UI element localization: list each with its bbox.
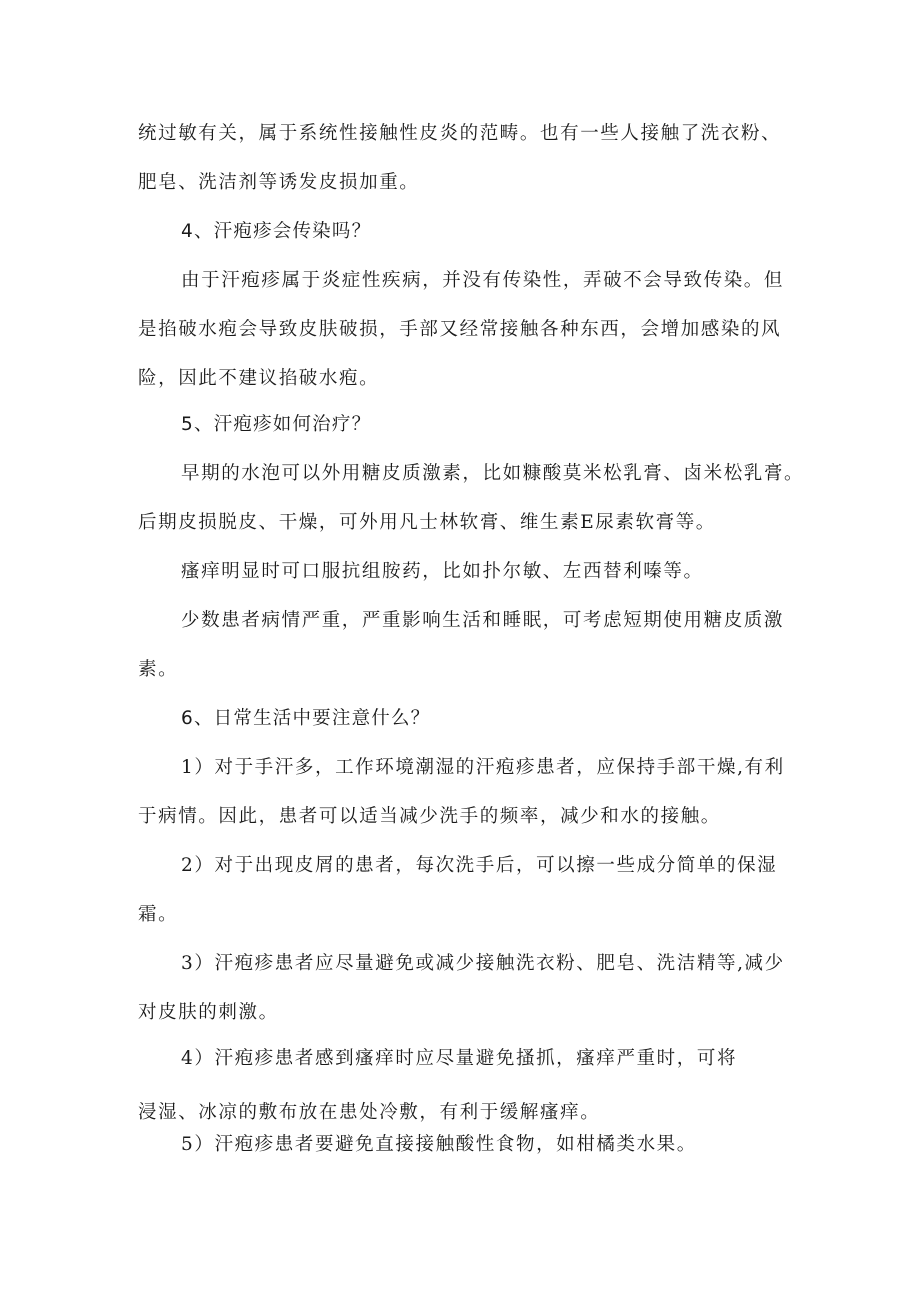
list-item-line: 于病情。因此，患者可以适当减少洗手的频率，减少和水的接触。 <box>138 806 721 827</box>
list-item-line: 2）对于出现皮屑的患者，每次洗手后，可以擦一些成分简单的保湿 <box>181 855 778 876</box>
section-heading-6: 6、日常生活中要注意什么？ <box>181 708 431 729</box>
paragraph-line: 后期皮损脱皮、干燥，可外用凡士林软膏、维生素E尿素软膏等。 <box>138 512 716 533</box>
list-item-line: 4）汗疱疹患者感到瘙痒时应尽量避免搔抓，瘙痒严重时，可将 <box>181 1048 738 1069</box>
list-item-line: 浸湿、冰凉的敷布放在患处冷敷，有利于缓解瘙痒。 <box>138 1102 601 1123</box>
paragraph-line: 是掐破水疱会导致皮肤破损，手部又经常接触各种东西，会增加感染的风 <box>138 319 782 340</box>
list-item-line: 5）汗疱疹患者要避免直接接触酸性食物，如柑橘类水果。 <box>181 1134 697 1155</box>
paragraph-line: 瘙痒明显时可口服抗组胺药，比如扑尔敏、左西替利嗪等。 <box>181 561 704 582</box>
paragraph-line: 肥皂、洗洁剂等诱发皮损加重。 <box>138 172 420 193</box>
list-item-line: 3）汗疱疹患者应尽量避免或减少接触洗衣粉、肥皂、洗洁精等,减少 <box>181 953 785 974</box>
paragraph-line: 早期的水泡可以外用糖皮质激素，比如糠酸莫米松乳膏、卤米松乳膏。 <box>181 463 805 484</box>
list-item-line: 对皮肤的刺激。 <box>138 1002 279 1023</box>
section-heading-4: 4、汗疱疹会传染吗？ <box>181 221 372 242</box>
paragraph-line: 素。 <box>138 659 179 680</box>
section-heading-5: 5、汗疱疹如何治疗？ <box>181 414 372 435</box>
list-item-line: 1）对于手汗多，工作环境潮湿的汗疱疹患者，应保持手部干燥,有利 <box>181 757 785 778</box>
paragraph-line: 统过敏有关，属于系统性接触性皮炎的范畴。也有一些人接触了洗衣粉、 <box>138 123 782 144</box>
list-item-line: 霜。 <box>138 904 179 925</box>
paragraph-line: 险，因此不建议掐破水疱。 <box>138 368 380 389</box>
paragraph-line: 少数患者病情严重，严重影响生活和睡眠，可考虑短期使用糖皮质激 <box>181 610 785 631</box>
paragraph-line: 由于汗疱疹属于炎症性疾病，并没有传染性，弄破不会导致传染。但 <box>181 270 785 291</box>
